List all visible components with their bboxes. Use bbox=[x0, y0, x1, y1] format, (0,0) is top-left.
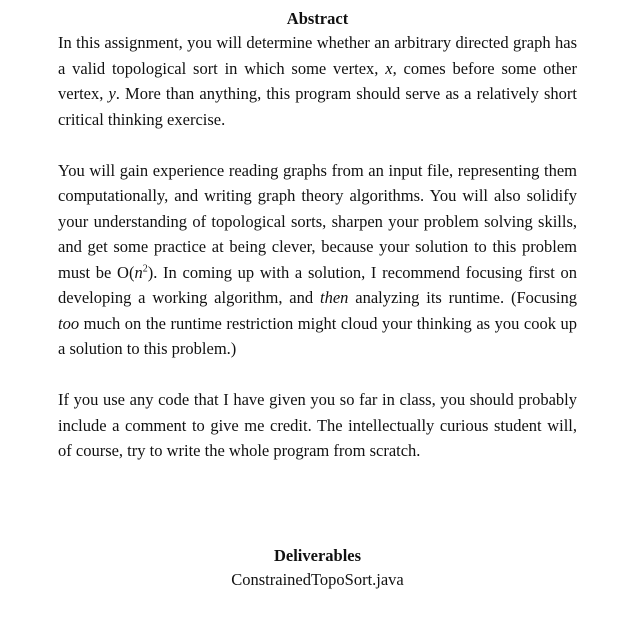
p2-var-n: n bbox=[134, 262, 143, 282]
p1-var-y: y bbox=[108, 84, 116, 103]
p1-text-b: , comes before some other vertex, bbox=[58, 58, 577, 103]
p1-var-x: x bbox=[385, 58, 393, 78]
deliverable-filename: ConstrainedTopoSort.java bbox=[231, 570, 404, 589]
p2-exponent: 2 bbox=[142, 263, 148, 274]
paragraph-gap bbox=[58, 362, 577, 388]
p2-text-c: analyzing its runtime. (Focusing bbox=[348, 288, 577, 307]
deliverables-heading: Deliverables bbox=[273, 546, 362, 565]
p2-text-d: much on the runtime restriction might cloud your thinking as you cook up a solution to this problem.) bbox=[58, 313, 577, 358]
p2-emph-too: too bbox=[58, 313, 80, 333]
paragraph-gap bbox=[58, 132, 577, 158]
abstract-section bbox=[58, 8, 577, 464]
p1-text-c: . More than anything, this program should serve as a relatively short critical thinking exercise. bbox=[58, 84, 577, 129]
deliverables-section bbox=[58, 545, 577, 592]
abstract-paragraph-2 bbox=[58, 158, 577, 362]
abstract-paragraph-1 bbox=[58, 30, 577, 132]
p2-text-b: ). In coming up with a solution, I recommend focusing first on developing a working algorithm, and bbox=[58, 262, 578, 307]
abstract-paragraph-3: If you use any code that I have given you so far in class, you should probably include a comment to give me credit. The intellectually curious student will, of course, try to write the whole program from scratch. bbox=[58, 390, 577, 460]
p2-text-a: You will gain experience reading graphs from an input file, representing them computationally, and writing graph theory algorithms. You will also solidify your understanding of topological sorts, sharpen your problem solving skills, and get some practice at being clever, because your solution to this problem must be O( bbox=[58, 160, 577, 282]
p1-text-a: In this assignment, you will determine whether an arbitrary directed graph has a valid topological sort in which some vertex, bbox=[58, 33, 577, 78]
p2-emph-then: then bbox=[319, 288, 349, 307]
abstract-heading: Abstract bbox=[286, 9, 349, 28]
